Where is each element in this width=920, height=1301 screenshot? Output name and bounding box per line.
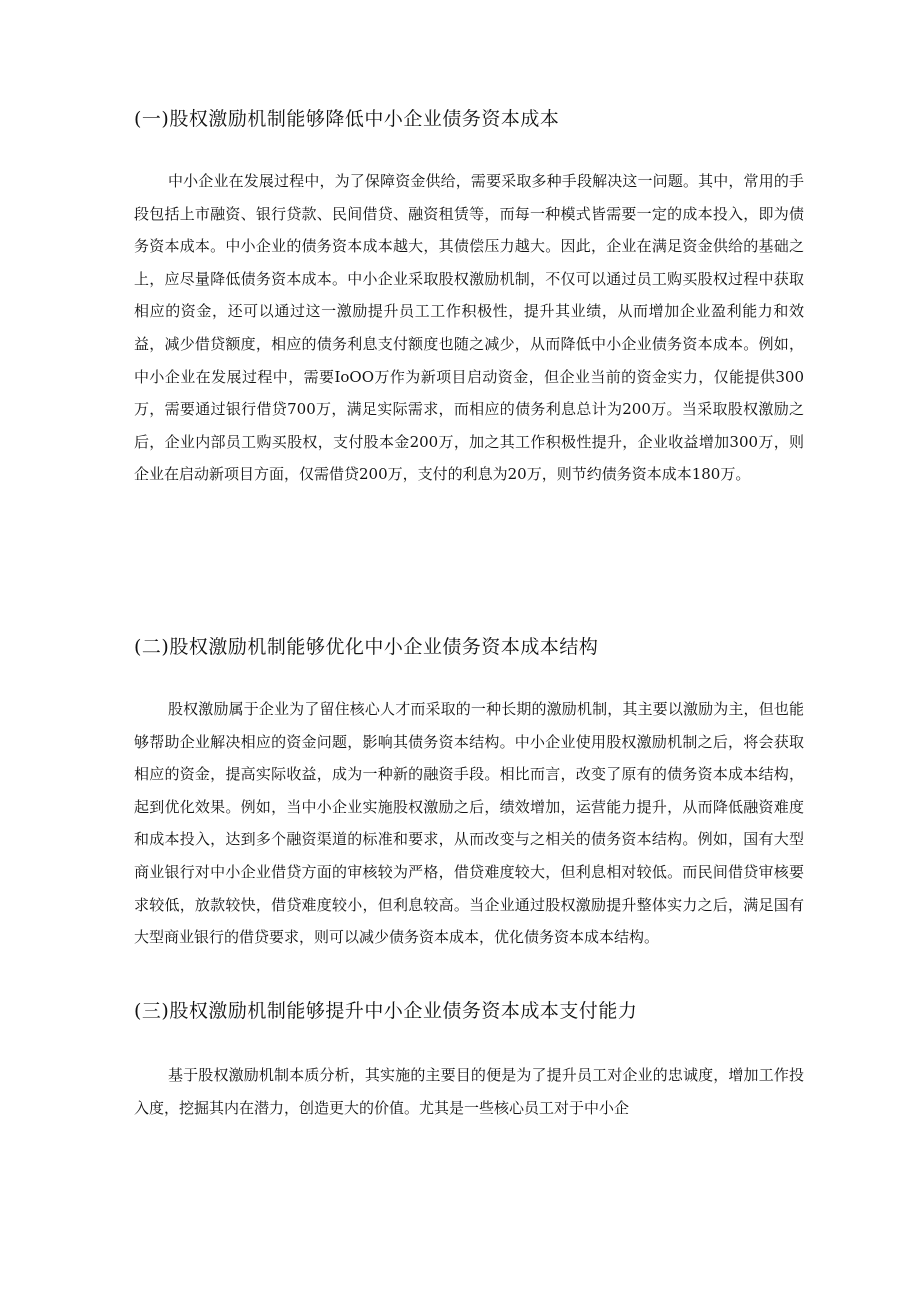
section-heading-2: (二)股权激励机制能够优化中小企业债务资本成本结构 (134, 636, 599, 658)
section-heading-3: (三)股权激励机制能够提升中小企业债务资本成本支付能力 (134, 1000, 638, 1022)
section-paragraph-2: 股权激励属于企业为了留住核心人才而采取的一种长期的激励机制，其主要以激励为主，但也能够帮助企业解决相应的资金问题，影响其债务资本结构。中小企业使用股权激励机制之后，将会获取相应的资金，提高实际收益，成为一种新的融资手段。相比而言，改变了原有的债务资本成本结构，起到优化效果。例如，当中小企业实施股权激励之后，绩效增加，运营能力提升，从而降低融资难度和成本投入，达到多个融资渠道的标准和要求，从而改变与之相关的债务资本结构。例如，国有大型商业银行对中小企业借贷方面的审核较为严格，借贷难度较大，但利息相对较低。而民间借贷审核要求较低，放款较快，借贷难度较小，但利息较高。当企业通过股权激励提升整体实力之后，满足国有大型商业银行的借贷要求，则可以减少债务资本成本，优化债务资本成本结构。 (134, 700, 804, 947)
section-heading-1: (一)股权激励机制能够降低中小企业债务资本成本 (134, 108, 560, 130)
section-paragraph-1: 中小企业在发展过程中，为了保障资金供给，需要采取多种手段解决这一问题。其中，常用的手段包括上市融资、银行贷款、民间借贷、融资租赁等，而每一种模式皆需要一定的成本投入，即为债务资本成本。中小企业的债务资本成本越大，其债偿压力越大。因此，企业在满足资金供给的基础之上，应尽量降低债务资本成本。中小企业采取股权激励机制，不仅可以通过员工购买股权过程中获取相应的资金，还可以通过这一激励提升员工工作积极性，提升其业绩，从而增加企业盈利能力和效益，减少借贷额度，相应的债务利息支付额度也随之减少，从而降低中小企业债务资本成本。例如，中小企业在发展过程中，需要IoOO万作为新项目启动资金，但企业当前的资金实力，仅能提供300万，需要通过银行借贷700万，满足实际需求，而相应的债务利息总计为200万。当采取股权激励之后，企业内部员工购买股权，支付股本金200万，加之其工作积极性提升，企业收益增加300万，则企业在启动新项目方面，仅需借贷200万，支付的利息为20万，则节约债务资本成本180万。 (134, 172, 804, 484)
section-paragraph-3: 基于股权激励机制本质分析，其实施的主要目的便是为了提升员工对企业的忠诚度，增加工作投入度，挖掘其内在潜力，创造更大的价值。尤其是一些核心员工对于中小企 (134, 1066, 804, 1117)
